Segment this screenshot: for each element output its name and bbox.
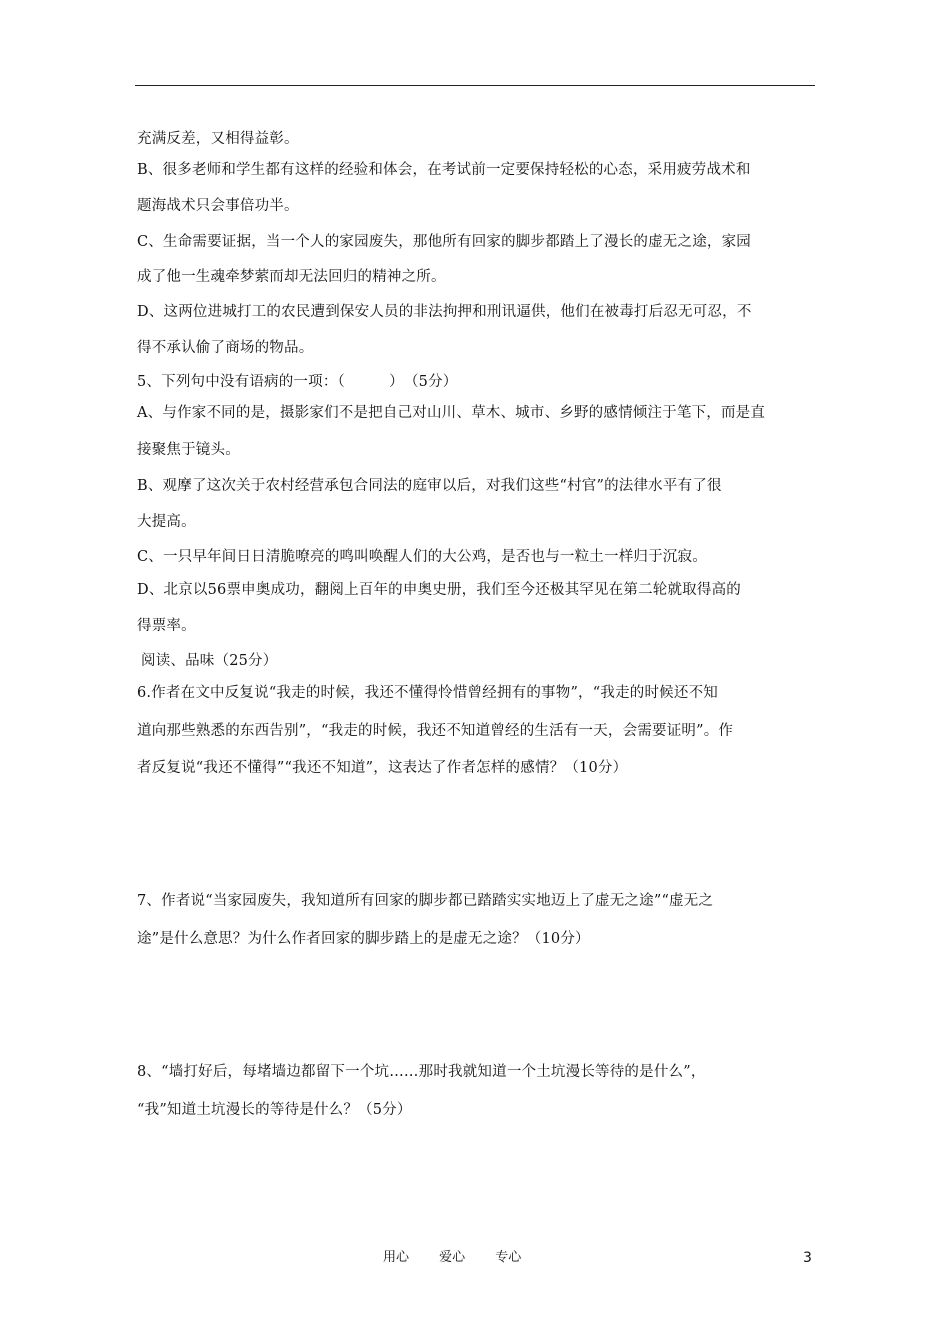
text-line: C、生命需要证据，当一个人的家园废失，那他所有回家的脚步都踏上了漫长的虚无之途，家园 — [137, 234, 751, 250]
question-6-stem: 6.作者在文中反复说“我走的时候，我还不懂得怜惜曾经拥有的事物”，“我走的时候还不知 — [137, 685, 718, 701]
text-line: 得票率。 — [137, 618, 196, 634]
section-heading: 阅读、品味（25分） — [141, 653, 278, 669]
question-7-stem: 7、作者说“当家园废失，我知道所有回家的脚步都已踏踏实实地迈上了虚无之途”“虚无之 — [137, 893, 714, 909]
text-line: D、北京以56票申奥成功，翻阅上百年的申奥史册，我们至今还极其罕见在第二轮就取得高的 — [137, 582, 741, 598]
text-line: B、观摩了这次关于农村经营承包合同法的庭审以后，对我们这些“村官”的法律水平有了很 — [137, 478, 722, 494]
text-line: 充满反差，又相得益彰。 — [137, 131, 299, 147]
text-line: “我”知道土坑漫长的等待是什么？（5分） — [137, 1102, 412, 1118]
text-line: 接聚焦于镜头。 — [137, 442, 240, 458]
text-line: 道向那些熟悉的东西告别”，“我走的时候，我还不知道曾经的生活有一天，会需要证明”。作 — [137, 723, 734, 739]
question-5-stem: 5、下列句中没有语病的一项：（ ） （5分） — [137, 374, 458, 390]
text-line: 题海战术只会事倍功半。 — [137, 198, 299, 214]
footer-motto: 用心 爱心 专心 — [383, 1250, 522, 1265]
page-number: 3 — [803, 1250, 812, 1266]
text-line: 得不承认偷了商场的物品。 — [137, 340, 314, 356]
text-line: 成了他一生魂牵梦萦而却无法回归的精神之所。 — [137, 269, 446, 285]
text-line: B、很多老师和学生都有这样的经验和体会，在考试前一定要保持轻松的心态，采用疲劳战术和 — [137, 162, 751, 178]
header-rule — [135, 85, 815, 86]
question-8-stem: 8、“墙打好后，每堵墙边都留下一个坑……那时我就知道一个土坑漫长等待的是什么”， — [137, 1064, 706, 1080]
text-line: C、一只早年间日日清脆嘹亮的鸣叫唤醒人们的大公鸡，是否也与一粒土一样归于沉寂。 — [137, 549, 707, 565]
text-line: 者反复说“我还不懂得”“我还不知道”，这表达了作者怎样的感情？（10分） — [137, 760, 628, 776]
text-line: 大提高。 — [137, 514, 196, 530]
text-line: D、这两位进城打工的农民遭到保安人员的非法拘押和刑讯逼供，他们在被毒打后忍无可忍，不 — [137, 304, 752, 320]
text-line: 途”是什么意思？为什么作者回家的脚步踏上的是虚无之途？（10分） — [137, 931, 590, 947]
text-line: A、与作家不同的是，摄影家们不是把自己对山川、草木、城市、乡野的感情倾注于笔下，而是直 — [137, 405, 766, 421]
